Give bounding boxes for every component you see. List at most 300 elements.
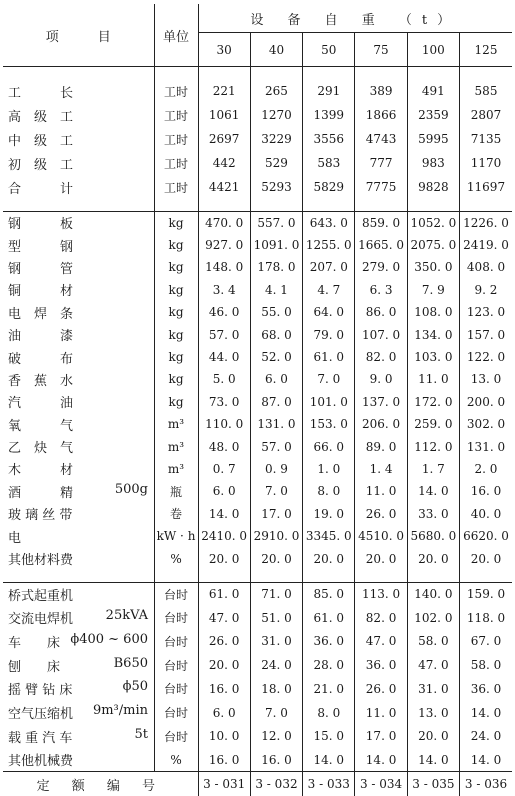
value-cell: 18. 0 (250, 677, 302, 701)
item-name: 载 重 汽 车 (8, 727, 72, 746)
value-cell: 46. 0 (198, 301, 250, 323)
value-cell: 200. 0 (460, 391, 512, 413)
value-cell: 110. 0 (198, 413, 250, 435)
value-cell: 2075. 0 (407, 234, 459, 256)
value-cell: 529 (250, 151, 302, 175)
unit-cell: % (154, 547, 198, 569)
value-cell: 1665. 0 (355, 234, 407, 256)
value-cell: 3345. 0 (303, 525, 355, 547)
material-row (3, 547, 512, 569)
unit-cell: kg (154, 301, 198, 323)
value-cell: 57. 0 (198, 323, 250, 345)
item-cell (3, 256, 154, 278)
value-cell: 14. 0 (460, 748, 512, 772)
item-spec: 5t (135, 727, 149, 746)
value-cell: 6. 0 (198, 701, 250, 725)
labor-row (3, 175, 512, 199)
value-cell: 58. 0 (460, 653, 512, 677)
value-cell: 8. 0 (303, 480, 355, 502)
value-cell: 302. 0 (460, 413, 512, 435)
value-cell: 57. 0 (250, 435, 302, 457)
item-cell (3, 413, 154, 435)
value-cell: 206. 0 (355, 413, 407, 435)
value-cell: 24. 0 (460, 724, 512, 748)
value-cell: 36. 0 (303, 630, 355, 654)
value-cell: 17. 0 (355, 724, 407, 748)
machinery-row (3, 677, 512, 701)
value-cell: 20. 0 (460, 547, 512, 569)
material-row (3, 212, 512, 234)
value-cell: 71. 0 (250, 582, 302, 606)
material-row (3, 391, 512, 413)
value-cell: 58. 0 (407, 630, 459, 654)
item-name: 空气压缩机 (8, 703, 73, 722)
value-cell: 36. 0 (460, 677, 512, 701)
value-cell: 3. 4 (198, 279, 250, 301)
material-row (3, 256, 512, 278)
value-cell: 5680. 0 (407, 525, 459, 547)
material-row (3, 323, 512, 345)
unit-cell: 瓶 (154, 480, 198, 502)
value-cell: 15. 0 (303, 724, 355, 748)
unit-cell: kg (154, 279, 198, 301)
labor-row (3, 127, 512, 151)
value-cell: 5829 (303, 175, 355, 199)
item-cell (3, 606, 154, 630)
value-cell: 31. 0 (407, 677, 459, 701)
value-cell: 26. 0 (198, 630, 250, 654)
item-cell (3, 79, 154, 103)
unit-cell: 工时 (154, 103, 198, 127)
item-name: 其他材料费 (8, 553, 73, 568)
value-cell: 5. 0 (198, 368, 250, 390)
item-name: 高 级 工 (8, 110, 73, 125)
value-cell: 11. 0 (355, 480, 407, 502)
item-cell (3, 525, 154, 547)
value-cell: 87. 0 (250, 391, 302, 413)
item-name: 初 级 工 (8, 158, 73, 173)
value-cell: 1052. 0 (407, 212, 459, 234)
value-cell: 1399 (303, 103, 355, 127)
value-cell: 107. 0 (355, 323, 407, 345)
value-cell: 777 (355, 151, 407, 175)
capacity-header: 75 (355, 33, 407, 67)
value-cell: 7. 0 (250, 480, 302, 502)
value-cell: 10. 0 (198, 724, 250, 748)
item-name: 型 钢 (8, 240, 73, 255)
value-cell: 61. 0 (303, 606, 355, 630)
value-cell: 9828 (407, 175, 459, 199)
item-cell (3, 653, 154, 677)
table-header (3, 4, 512, 67)
value-cell: 16. 0 (250, 748, 302, 772)
value-cell: 16. 0 (460, 480, 512, 502)
value-cell: 13. 0 (460, 368, 512, 390)
value-cell: 1. 0 (303, 458, 355, 480)
value-cell: 0. 9 (250, 458, 302, 480)
value-cell: 2. 0 (460, 458, 512, 480)
item-name: 香 蕉 水 (8, 374, 73, 389)
material-row (3, 301, 512, 323)
value-cell: 14. 0 (407, 748, 459, 772)
value-cell: 159. 0 (460, 582, 512, 606)
value-cell: 1255. 0 (303, 234, 355, 256)
item-name: 钢 板 (8, 217, 73, 232)
material-row (3, 480, 512, 502)
value-cell: 82. 0 (355, 606, 407, 630)
value-cell: 8. 0 (303, 701, 355, 725)
item-cell (3, 582, 154, 606)
quota-code-cell: 3 - 033 (303, 772, 355, 796)
value-cell: 1. 7 (407, 458, 459, 480)
value-cell: 28. 0 (303, 653, 355, 677)
value-cell: 20. 0 (355, 547, 407, 569)
value-cell: 1270 (250, 103, 302, 127)
value-cell: 103. 0 (407, 346, 459, 368)
capacity-header: 50 (303, 33, 355, 67)
item-spec: ϕ50 (123, 679, 148, 698)
value-cell: 927. 0 (198, 234, 250, 256)
value-cell: 2910. 0 (250, 525, 302, 547)
item-cell (3, 234, 154, 256)
value-cell: 221 (198, 79, 250, 103)
unit-cell: kg (154, 323, 198, 345)
material-row (3, 234, 512, 256)
value-cell: 12. 0 (250, 724, 302, 748)
value-cell: 1061 (198, 103, 250, 127)
item-name: 钢 管 (8, 262, 73, 277)
item-cell (3, 435, 154, 457)
unit-cell: kW · h (154, 525, 198, 547)
value-cell: 153. 0 (303, 413, 355, 435)
item-name: 刨 床 (8, 656, 60, 675)
value-cell: 89. 0 (355, 435, 407, 457)
item-cell (3, 724, 154, 748)
value-cell: 0. 7 (198, 458, 250, 480)
unit-cell: 工时 (154, 79, 198, 103)
item-cell (3, 127, 154, 151)
value-cell: 14. 0 (407, 480, 459, 502)
value-cell: 1091. 0 (250, 234, 302, 256)
value-cell: 6. 3 (355, 279, 407, 301)
machinery-row (3, 582, 512, 606)
value-cell: 5995 (407, 127, 459, 151)
value-cell: 31. 0 (250, 630, 302, 654)
quota-code-label: 定 额 编 号 (3, 772, 198, 796)
value-cell: 122. 0 (460, 346, 512, 368)
value-cell: 112. 0 (407, 435, 459, 457)
machinery-row (3, 606, 512, 630)
item-name: 汽 油 (8, 396, 73, 411)
item-cell (3, 323, 154, 345)
value-cell: 13. 0 (407, 701, 459, 725)
quota-table (3, 4, 512, 796)
value-cell: 265 (250, 79, 302, 103)
labor-row (3, 103, 512, 127)
item-cell (3, 748, 154, 772)
value-cell: 11. 0 (355, 701, 407, 725)
value-cell: 983 (407, 151, 459, 175)
value-cell: 51. 0 (250, 606, 302, 630)
material-row (3, 525, 512, 547)
item-spec: 500g (115, 482, 148, 501)
unit-cell: 台时 (154, 606, 198, 630)
value-cell: 131. 0 (250, 413, 302, 435)
value-cell: 207. 0 (303, 256, 355, 278)
value-cell: 583 (303, 151, 355, 175)
value-cell: 5293 (250, 175, 302, 199)
value-cell: 6620. 0 (460, 525, 512, 547)
value-cell: 4. 1 (250, 279, 302, 301)
value-cell: 68. 0 (250, 323, 302, 345)
value-cell: 118. 0 (460, 606, 512, 630)
value-cell: 134. 0 (407, 323, 459, 345)
value-cell: 19. 0 (303, 503, 355, 525)
item-spec: 25kVA (106, 608, 148, 627)
item-name: 氧 气 (8, 419, 73, 434)
value-cell: 4. 7 (303, 279, 355, 301)
value-cell: 470. 0 (198, 212, 250, 234)
item-name: 电 (8, 531, 21, 546)
value-cell: 123. 0 (460, 301, 512, 323)
machinery-row (3, 653, 512, 677)
value-cell: 20. 0 (250, 547, 302, 569)
value-cell: 491 (407, 79, 459, 103)
unit-cell: 工时 (154, 151, 198, 175)
value-cell: 7775 (355, 175, 407, 199)
value-cell: 44. 0 (198, 346, 250, 368)
unit-cell: 台时 (154, 677, 198, 701)
value-cell: 36. 0 (355, 653, 407, 677)
value-cell: 20. 0 (407, 724, 459, 748)
value-cell: 17. 0 (250, 503, 302, 525)
item-cell (3, 458, 154, 480)
value-cell: 6. 0 (198, 480, 250, 502)
value-cell: 3229 (250, 127, 302, 151)
quota-code-cell: 3 - 031 (198, 772, 250, 796)
table-body (3, 67, 512, 796)
value-cell: 14. 0 (303, 748, 355, 772)
value-cell: 79. 0 (303, 323, 355, 345)
unit-cell: m³ (154, 413, 198, 435)
weight-group-header: 设 备 自 重 （t） (198, 4, 512, 33)
item-cell (3, 346, 154, 368)
item-name: 破 布 (8, 352, 73, 367)
value-cell: 131. 0 (460, 435, 512, 457)
value-cell: 20. 0 (198, 547, 250, 569)
value-cell: 291 (303, 79, 355, 103)
item-column-header: 项 目 (3, 4, 154, 67)
value-cell: 4743 (355, 127, 407, 151)
labor-row (3, 79, 512, 103)
value-cell: 2359 (407, 103, 459, 127)
quota-code-cell: 3 - 034 (355, 772, 407, 796)
machinery-row (3, 724, 512, 748)
item-name: 交流电焊机 (8, 608, 73, 627)
unit-cell: kg (154, 391, 198, 413)
item-name: 酒 精 (8, 482, 73, 501)
item-cell (3, 212, 154, 234)
value-cell: 52. 0 (250, 346, 302, 368)
value-cell: 350. 0 (407, 256, 459, 278)
item-name: 乙 炔 气 (8, 441, 73, 456)
item-name: 铜 材 (8, 284, 73, 299)
value-cell: 2697 (198, 127, 250, 151)
item-cell (3, 279, 154, 301)
value-cell: 67. 0 (460, 630, 512, 654)
item-cell (3, 301, 154, 323)
value-cell: 1. 4 (355, 458, 407, 480)
item-name: 木 材 (8, 463, 73, 478)
value-cell: 47. 0 (355, 630, 407, 654)
item-cell (3, 103, 154, 127)
value-cell: 73. 0 (198, 391, 250, 413)
value-cell: 102. 0 (407, 606, 459, 630)
unit-cell: 工时 (154, 127, 198, 151)
value-cell: 47. 0 (198, 606, 250, 630)
value-cell: 20. 0 (407, 547, 459, 569)
item-name: 油 漆 (8, 329, 73, 344)
unit-cell: kg (154, 234, 198, 256)
unit-cell: 工时 (154, 175, 198, 199)
item-name: 工 长 (8, 86, 73, 101)
capacity-header: 100 (407, 33, 459, 67)
value-cell: 7. 9 (407, 279, 459, 301)
value-cell: 24. 0 (250, 653, 302, 677)
value-cell: 7. 0 (303, 368, 355, 390)
value-cell: 279. 0 (355, 256, 407, 278)
value-cell: 14. 0 (355, 748, 407, 772)
material-row (3, 458, 512, 480)
item-name: 电 焊 条 (8, 307, 73, 322)
item-name: 合 计 (8, 182, 73, 197)
value-cell: 585 (460, 79, 512, 103)
material-row (3, 503, 512, 525)
value-cell: 2410. 0 (198, 525, 250, 547)
item-cell (3, 391, 154, 413)
value-cell: 64. 0 (303, 301, 355, 323)
value-cell: 108. 0 (407, 301, 459, 323)
material-row (3, 435, 512, 457)
unit-cell: kg (154, 256, 198, 278)
capacity-header: 40 (250, 33, 302, 67)
item-cell (3, 701, 154, 725)
item-cell (3, 480, 154, 502)
section-spacer (3, 570, 512, 583)
value-cell: 20. 0 (303, 547, 355, 569)
value-cell: 14. 0 (460, 701, 512, 725)
item-cell (3, 630, 154, 654)
value-cell: 66. 0 (303, 435, 355, 457)
labor-row (3, 151, 512, 175)
item-spec: B650 (114, 656, 148, 675)
value-cell: 14. 0 (198, 503, 250, 525)
unit-cell: kg (154, 346, 198, 368)
value-cell: 259. 0 (407, 413, 459, 435)
unit-cell: 台时 (154, 724, 198, 748)
quota-code-cell: 3 - 036 (460, 772, 512, 796)
value-cell: 11. 0 (407, 368, 459, 390)
value-cell: 172. 0 (407, 391, 459, 413)
unit-cell: m³ (154, 458, 198, 480)
value-cell: 1866 (355, 103, 407, 127)
unit-cell: kg (154, 368, 198, 390)
unit-cell: % (154, 748, 198, 772)
section-spacer (3, 67, 512, 80)
value-cell: 113. 0 (355, 582, 407, 606)
value-cell: 157. 0 (460, 323, 512, 345)
item-cell (3, 677, 154, 701)
value-cell: 48. 0 (198, 435, 250, 457)
material-row (3, 413, 512, 435)
value-cell: 61. 0 (198, 582, 250, 606)
value-cell: 4510. 0 (355, 525, 407, 547)
value-cell: 178. 0 (250, 256, 302, 278)
item-name: 车 床 (8, 632, 60, 651)
machinery-row (3, 701, 512, 725)
value-cell: 4421 (198, 175, 250, 199)
value-cell: 26. 0 (355, 503, 407, 525)
machinery-row (3, 748, 512, 772)
item-name: 玻 璃 丝 带 (8, 508, 72, 523)
value-cell: 2419. 0 (460, 234, 512, 256)
item-name: 其他机械费 (8, 754, 73, 769)
item-cell (3, 547, 154, 569)
item-cell (3, 368, 154, 390)
machinery-row (3, 630, 512, 654)
value-cell: 148. 0 (198, 256, 250, 278)
value-cell: 21. 0 (303, 677, 355, 701)
quota-code-cell: 3 - 032 (250, 772, 302, 796)
value-cell: 33. 0 (407, 503, 459, 525)
value-cell: 1226. 0 (460, 212, 512, 234)
value-cell: 7135 (460, 127, 512, 151)
capacity-header: 30 (198, 33, 250, 67)
item-name: 摇 臂 钻 床 (8, 679, 72, 698)
value-cell: 9. 2 (460, 279, 512, 301)
unit-column-header: 单位 (154, 4, 198, 67)
value-cell: 6. 0 (250, 368, 302, 390)
value-cell: 140. 0 (407, 582, 459, 606)
value-cell: 82. 0 (355, 346, 407, 368)
value-cell: 1170 (460, 151, 512, 175)
value-cell: 101. 0 (303, 391, 355, 413)
section-spacer (3, 199, 512, 212)
item-spec: 9m³/min (93, 703, 148, 722)
value-cell: 408. 0 (460, 256, 512, 278)
item-cell (3, 151, 154, 175)
item-spec: ϕ400 ~ 600 (70, 632, 148, 651)
material-row (3, 346, 512, 368)
quota-code-row (3, 772, 512, 796)
value-cell: 9. 0 (355, 368, 407, 390)
unit-cell: m³ (154, 435, 198, 457)
value-cell: 11697 (460, 175, 512, 199)
unit-cell: 台时 (154, 653, 198, 677)
value-cell: 16. 0 (198, 748, 250, 772)
value-cell: 20. 0 (198, 653, 250, 677)
item-name: 桥式起重机 (8, 589, 73, 604)
value-cell: 2807 (460, 103, 512, 127)
value-cell: 137. 0 (355, 391, 407, 413)
unit-cell: kg (154, 212, 198, 234)
material-row (3, 279, 512, 301)
quota-code-cell: 3 - 035 (407, 772, 459, 796)
value-cell: 55. 0 (250, 301, 302, 323)
value-cell: 86. 0 (355, 301, 407, 323)
unit-cell: 卷 (154, 503, 198, 525)
value-cell: 16. 0 (198, 677, 250, 701)
